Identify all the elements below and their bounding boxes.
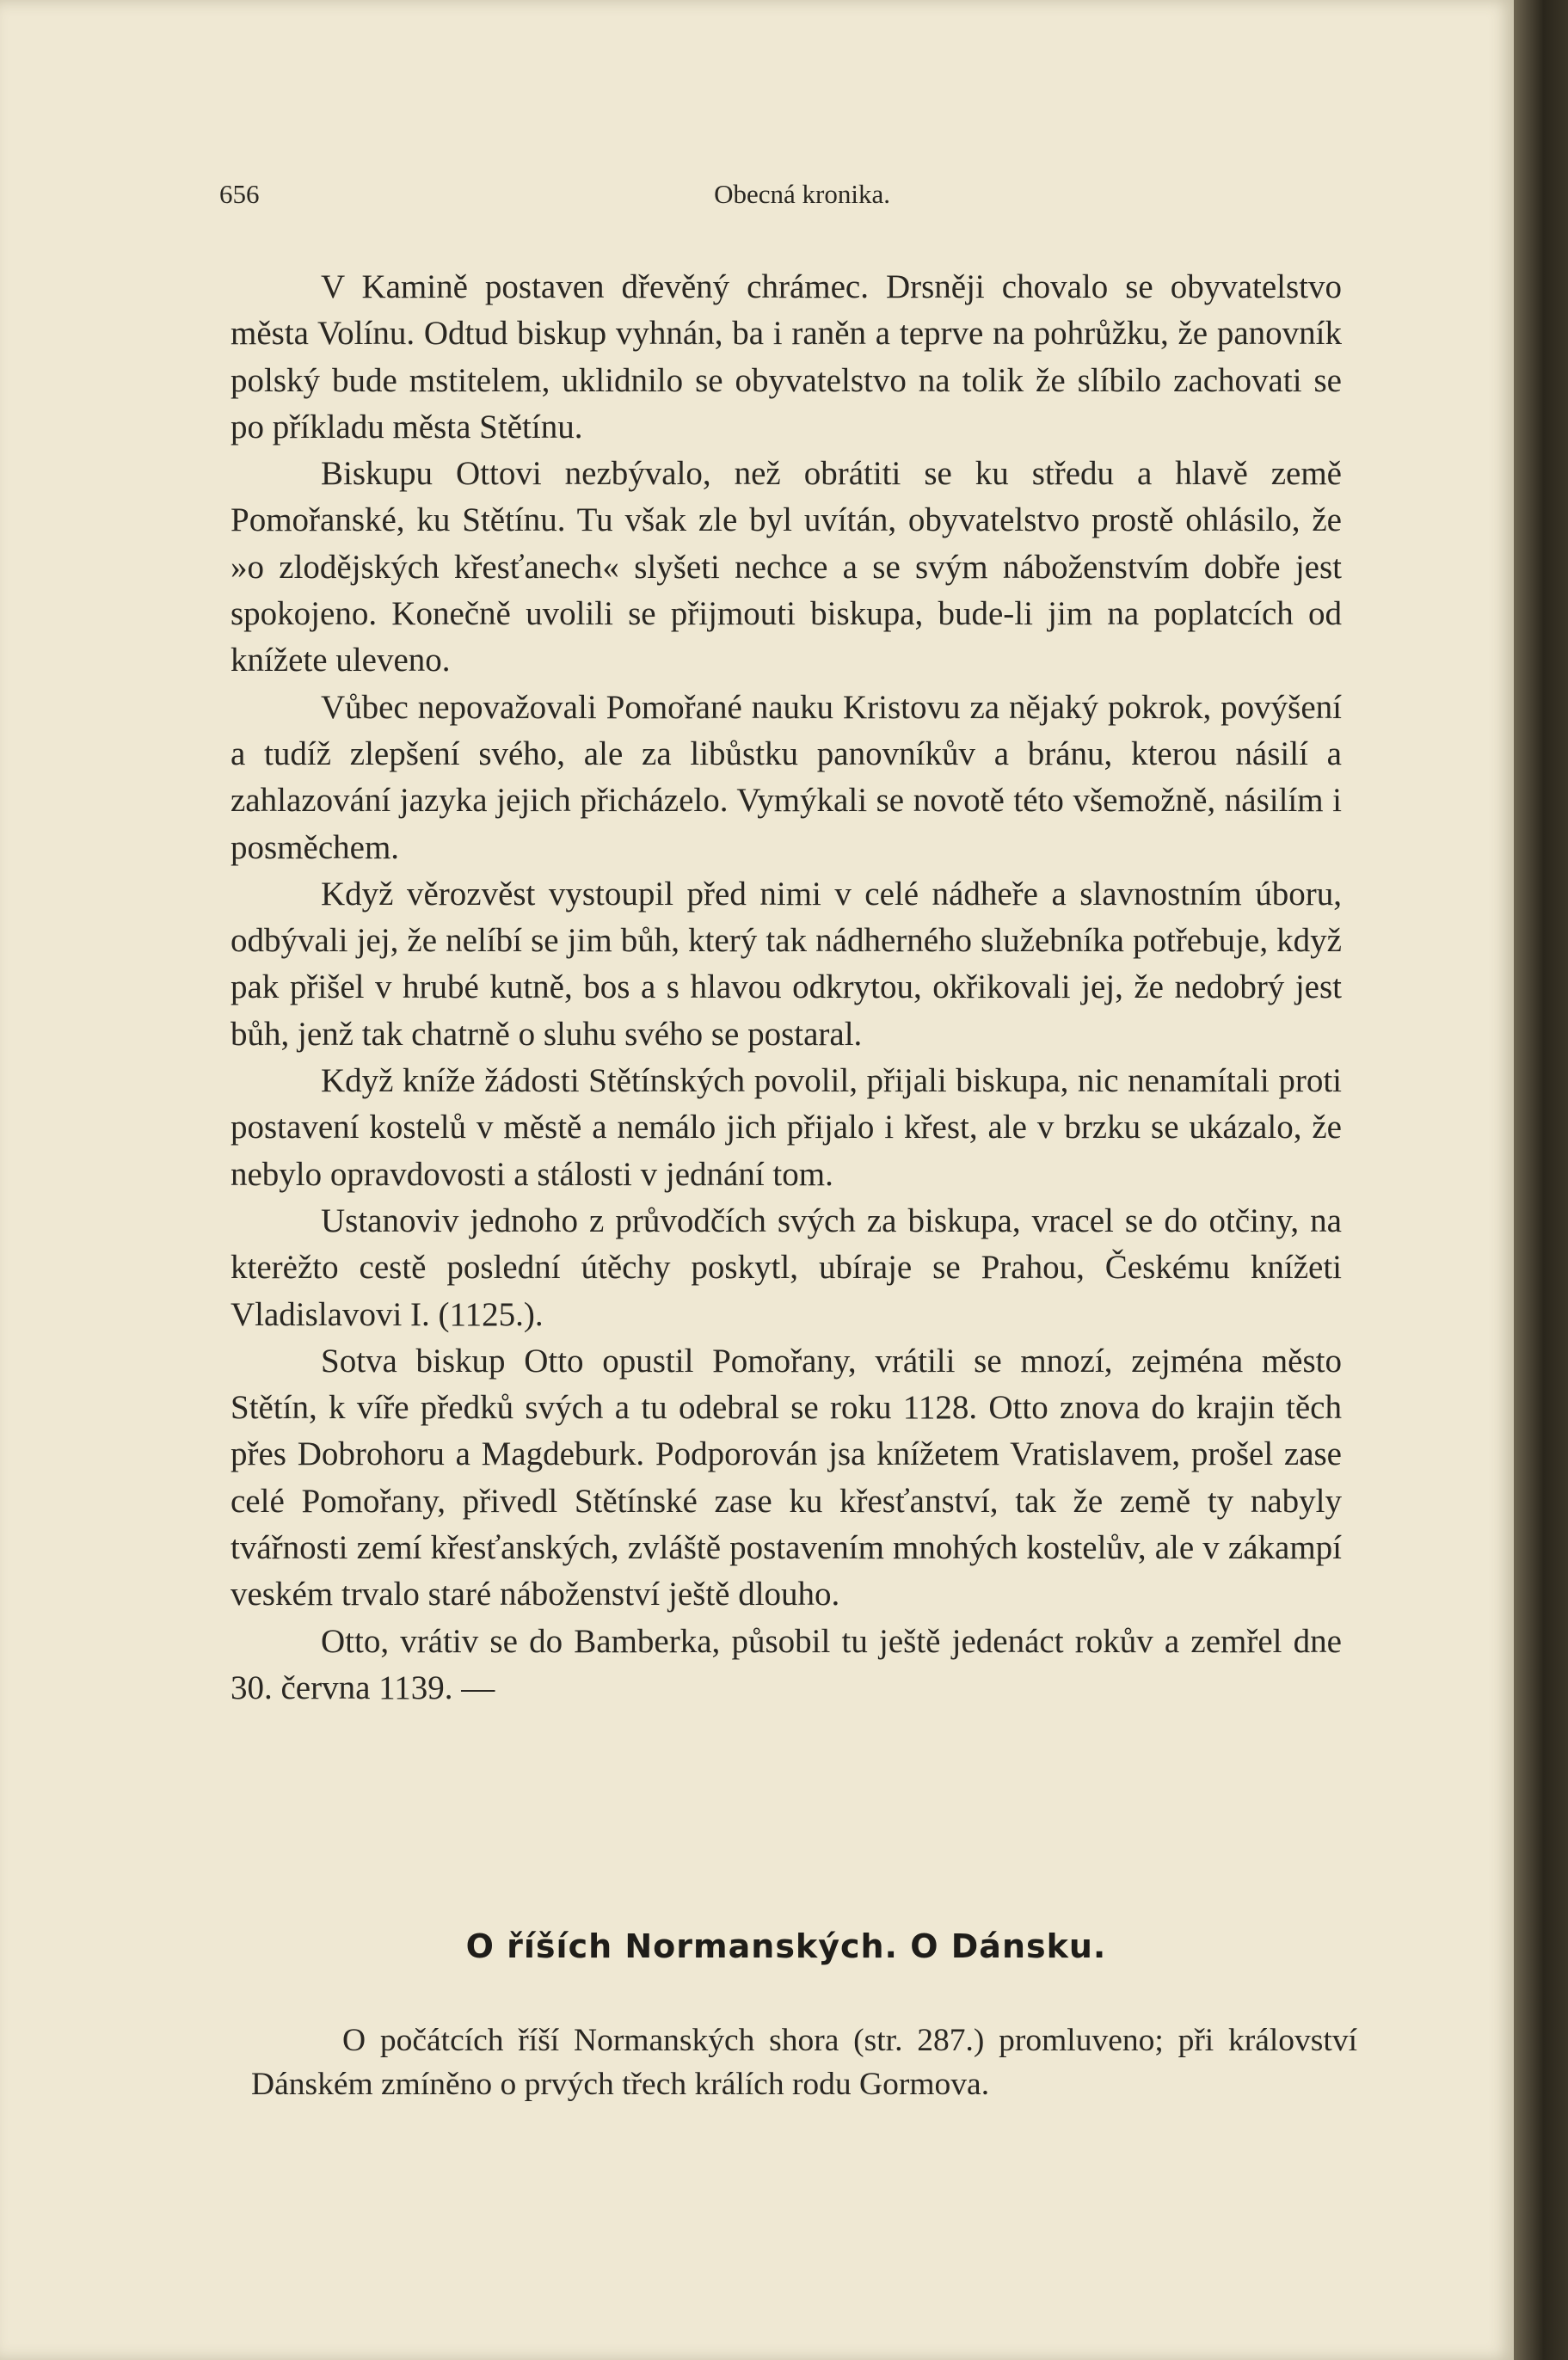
running-title: Obecná kronika. [714, 179, 890, 209]
paragraph: Když věrozvěst vystoupil před nimi v celé nádheře a slavnostním úboru, odbývali jej, že nelíbí se jim bůh, který tak nádherného služebníka potřebuje, když pak přišel v hrubé kutně, bos a s hlavou odkrytou, okřikovali jej, že nedobrý jest bůh, jenž tak chatrně o sluhu svého se postaral. [231, 875, 1342, 1053]
paragraph: Sotva biskup Otto opustil Pomořany, vrátili se mnozí, zejména město Stětín, k víře předků svých a tu odebral se roku 1128. Otto znova do krajin těch přes Dobrohoru a Magdeburk. Podporován jsa knížetem Vratislavem, prošel zase celé Pomořany, přivedl Stětínské zase ku křesťanství, tak že země ty nabyly tvářnosti zemí křesťanských, zvláště postavením mnohých kostelův, ale v zákampí veském trvalo staré náboženství ještě dlouho. [231, 1342, 1342, 1613]
paragraph: O počátcích říší Normanských shora (str. 287.) promluveno; při království Dánském zmíněno o prvých třech králích rodu Gormova. [251, 2023, 1357, 2102]
page-number: 656 [219, 179, 260, 209]
paragraph: Ustanoviv jednoho z průvodčích svých za biskupa, vracel se do otčiny, na kterėžto cestě poslední útěchy poskytl, ubíraje se Prahou, Českému knížeti Vladislavovi I. (1125.). [231, 1202, 1342, 1333]
section-heading: O říších Normanských. O Dánsku. [465, 1927, 1107, 1965]
body-text [231, 264, 1342, 1712]
book-spine [1514, 0, 1568, 2360]
paragraph: Otto, vrátiv se do Bamberka, působil tu ještě jedenáct rokův a zemřel dne 30. června 1139. — [231, 1622, 1342, 1706]
paragraph: V Kamině postaven dřevěný chrámec. Drsněji chovalo se obyvatelstvo města Volínu. Odtud biskup vyhnán, ba i raněn a teprve na pohrůžku, že panovník polský bude mstitelem, uklidnilo se obyvatelstvo na tolik že slíbilo zachovati se po příkladu města Stětínu. [231, 268, 1342, 446]
paragraph: Když kníže žádosti Stětínských povolil, přijali biskupa, nic nenamítali proti postavení kostelů v městě a nemálo jich přijalo i křest, ale v brzku se ukázalo, že nebylo opravdovosti a stálosti v jednání tom. [231, 1062, 1342, 1193]
paragraph: Vůbec nepovažovali Pomořané nauku Kristovu za nějaký pokrok, povýšení a tudíž zlepšení svého, ale za libůstku panovníkův a bránu, kterou násilí a zahlazování jazyka jejich přicházelo. Vymýkali se novotě této všemožně, násilím i posměchem. [231, 688, 1342, 866]
paragraph: Biskupu Ottovi nezbývalo, než obrátiti se ku středu a hlavě země Pomořanské, ku Stětínu. Tu však zle byl uvítán, obyvatelstvo prostě ohlásilo, že »o zlodějských křesťanech« slyšeti nechce a se svým náboženstvím dobře jest spokojeno. Konečně uvolili se přijmouti biskupa, bude-li jim na poplatcích od knížete uleveno. [231, 455, 1342, 679]
section-text [251, 2019, 1357, 2106]
running-header [219, 179, 1337, 213]
